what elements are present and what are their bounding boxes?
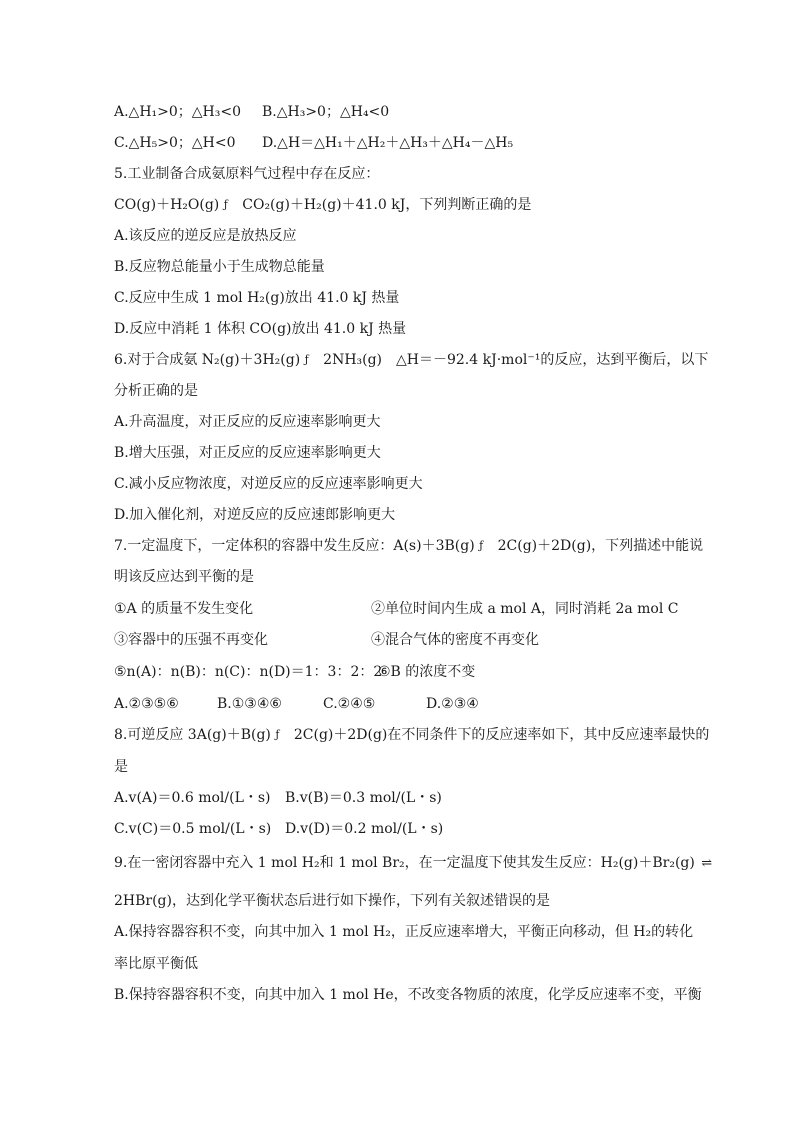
- q7-option-d: D.②③④: [426, 696, 479, 712]
- q7-statement-6: ⑥B 的浓度不变: [378, 664, 476, 680]
- q6-option-c: C.减小反应物浓度，对逆反应的反应速率影响更大: [114, 476, 423, 492]
- q8-option-b: B.v(B)＝0.3 mol/(L・s): [285, 790, 442, 806]
- q9-option-a-line1: A.保持容器容积不变，向其中加入 1 mol H₂，正反应速率增大，平衡正向移动，但 H₂的转化: [114, 924, 694, 940]
- q7-option-c: C.②④⑤: [323, 696, 376, 712]
- equilibrium-symbol: ƒ: [275, 728, 280, 741]
- q8-stem-b: 2C(g)＋2D(g)在不同条件下的反应速率如下，其中反应速率最快的: [293, 727, 710, 743]
- q4-option-c: C.△H₅>0；△H<0: [114, 135, 236, 151]
- equilibrium-arrows-icon: ⇌: [701, 856, 713, 871]
- q6-stem-b: 2NH₃(g) △H＝－92.4 kJ·mol⁻¹的反应，达到平衡后，以下: [323, 352, 709, 368]
- q7-option-b: B.①③④⑥: [217, 696, 282, 712]
- q5-option-c: C.反应中生成 1 mol H₂(g)放出 41.0 kJ 热量: [114, 290, 400, 306]
- q8-option-c: C.v(C)＝0.5 mol/(L・s): [114, 821, 272, 837]
- q6-option-d: D.加入催化剂，对逆反应的反应速郎影响更大: [114, 507, 396, 523]
- q9-option-b-line1: B.保持容器容积不变，向其中加入 1 mol He，不改变各物质的浓度，化学反应速率不变，平衡: [114, 987, 702, 1003]
- q6-stem-line2: 分析正确的是: [114, 383, 198, 399]
- q4-option-b: B.△H₃>0；△H₄<0: [262, 104, 390, 120]
- q7-stem-b: 2C(g)＋2D(g)，下列描述中能说: [497, 538, 704, 554]
- q5-eq-right: CO₂(g)＋H₂(g)＋41.0 kJ，下列判断正确的是: [242, 197, 532, 213]
- q8-stem-line2: 是: [114, 759, 128, 775]
- equilibrium-symbol: ƒ: [479, 539, 484, 552]
- q7-statement-5: ⑤n(A)：n(B)：n(C)：n(D)＝1：3：2：2: [114, 664, 383, 680]
- equilibrium-symbol: ƒ: [304, 353, 309, 366]
- q5-eq-left: CO(g)＋H₂O(g): [114, 197, 220, 213]
- q5-option-a: A.该反应的逆反应是放热反应: [114, 228, 297, 244]
- q7-statement-2: ②单位时间内生成 a mol A，同时消耗 2a mol C: [371, 601, 679, 617]
- q5-option-d: D.反应中消耗 1 体积 CO(g)放出 41.0 kJ 热量: [114, 321, 407, 337]
- q9-stem-line2: 2HBr(g)，达到化学平衡状态后进行如下操作，下列有关叙述错误的是: [114, 893, 550, 909]
- q6-option-a: A.升高温度，对正反应的反应速率影响更大: [114, 414, 381, 430]
- q7-statement-1: ①A 的质量不发生变化: [114, 601, 254, 617]
- q5-option-b: B.反应物总能量小于生成物总能量: [114, 259, 325, 275]
- q8-stem-line1: [114, 725, 709, 745]
- q6-stem-a: 6.对于合成氨 N₂(g)＋3H₂(g): [114, 352, 301, 368]
- q7-option-a: A.②③⑤⑥: [114, 696, 179, 712]
- q9-option-a-line2: 率比原平衡低: [114, 956, 198, 972]
- q7-statement-3: ③容器中的压强不再变化: [114, 632, 268, 648]
- q6-option-b: B.增大压强，对正反应的反应速率影响更大: [114, 445, 381, 461]
- equilibrium-symbol: ƒ: [223, 198, 228, 211]
- q8-option-a: A.v(A)＝0.6 mol/(L・s): [114, 790, 271, 806]
- q8-option-d: D.v(D)＝0.2 mol/(L・s): [285, 821, 444, 837]
- q8-stem-a: 8.可逆反应 3A(g)＋B(g): [114, 727, 271, 743]
- q5-stem: 5.工业制备合成氨原料气过程中存在反应：: [114, 166, 380, 182]
- q7-stem-a: 7.一定温度下，一定体积的容器中发生反应：A(s)＋3B(g): [114, 538, 475, 554]
- q5-equation: [114, 195, 531, 215]
- q9-stem-a: 9.在一密闭容器中充入 1 mol H₂和 1 mol Br₂，在一定温度下使其发生反应：H₂(g)＋Br₂(g): [114, 855, 695, 871]
- q9-stem-line1: [114, 853, 712, 874]
- q4-option-a: A.△H₁>0；△H₃<0: [114, 104, 242, 120]
- q6-stem-line1: [114, 350, 708, 370]
- q7-statement-4: ④混合气体的密度不再变化: [371, 632, 539, 648]
- q4-option-d: D.△H＝△H₁＋△H₂＋△H₃＋△H₄－△H₅: [262, 135, 514, 151]
- q7-stem-line2: 明该反应达到平衡的是: [114, 569, 254, 585]
- q7-stem-line1: [114, 536, 703, 556]
